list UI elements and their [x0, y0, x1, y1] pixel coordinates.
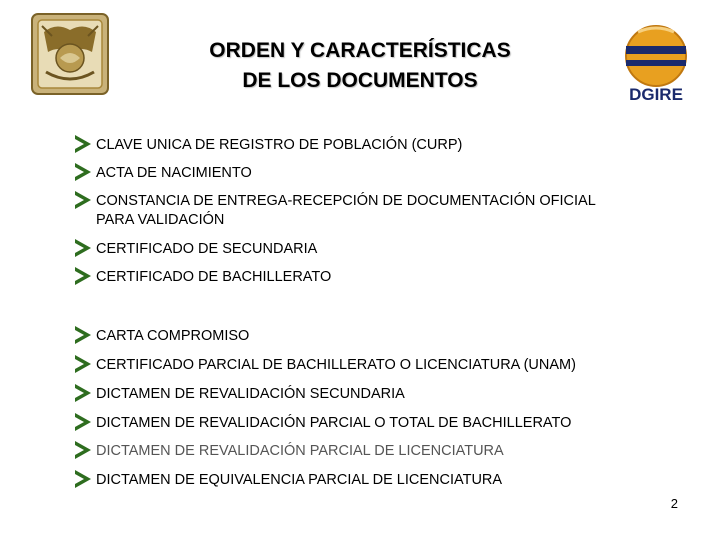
list-item: [72, 471, 672, 490]
dgire-logo-icon: [618, 20, 694, 104]
arrow-bullet-icon: [72, 266, 92, 286]
list-item-text: CERTIFICADO DE BACHILLERATO: [96, 269, 332, 285]
arrow-bullet-icon: [72, 325, 92, 345]
arrow-bullet-icon: [72, 162, 92, 182]
unam-crest-icon: [30, 12, 110, 96]
arrow-bullet-icon: [72, 134, 92, 154]
page-title: [150, 36, 570, 96]
arrow-bullet-icon: [72, 469, 92, 489]
dgire-logo-text: DGIRE: [629, 85, 683, 104]
title-line-2: DE LOS DOCUMENTOS: [242, 69, 478, 92]
list-item-text: DICTAMEN DE REVALIDACIÓN PARCIAL DE LICENCIATURA: [96, 443, 504, 459]
list-item-text: CARTA COMPROMISO: [96, 328, 250, 344]
list-item: [72, 442, 672, 461]
list-item-text: CLAVE UNICA DE REGISTRO DE POBLACIÓN (CURP): [96, 137, 463, 153]
list-item-text: CERTIFICADO PARCIAL DE BACHILLERATO O LICENCIATURA (UNAM): [96, 357, 576, 373]
page-number: 2: [670, 496, 678, 511]
list-item-text: CONSTANCIA DE ENTREGA-RECEPCIÓN DE DOCUMENTACIÓN OFICIAL: [96, 193, 596, 209]
arrow-bullet-icon: [72, 190, 92, 210]
list-item: [72, 164, 672, 183]
list-item-text: DICTAMEN DE REVALIDACIÓN PARCIAL O TOTAL DE BACHILLERATO: [96, 415, 572, 431]
list-item: [72, 240, 672, 259]
list-item-text: DICTAMEN DE EQUIVALENCIA PARCIAL DE LICENCIATURA: [96, 472, 503, 488]
list-item: [72, 327, 672, 346]
list-item-text-continued: PARA VALIDACIÓN: [96, 212, 225, 228]
list-item: [72, 192, 672, 230]
list-item-text: ACTA DE NACIMIENTO: [96, 165, 252, 181]
list-item: [72, 136, 672, 155]
arrow-bullet-icon: [72, 412, 92, 432]
arrow-bullet-icon: [72, 440, 92, 460]
list-item: [72, 385, 672, 404]
arrow-bullet-icon: [72, 354, 92, 374]
arrow-bullet-icon: [72, 238, 92, 258]
list-item: [72, 356, 672, 375]
list-item: [72, 268, 672, 287]
title-line-1: ORDEN Y CARACTERÍSTICAS: [209, 39, 511, 62]
list-item-text: CERTIFICADO DE SECUNDARIA: [96, 241, 318, 257]
list-item: [72, 414, 672, 433]
list-item-text: DICTAMEN DE REVALIDACIÓN SECUNDARIA: [96, 386, 405, 402]
arrow-bullet-icon: [72, 383, 92, 403]
